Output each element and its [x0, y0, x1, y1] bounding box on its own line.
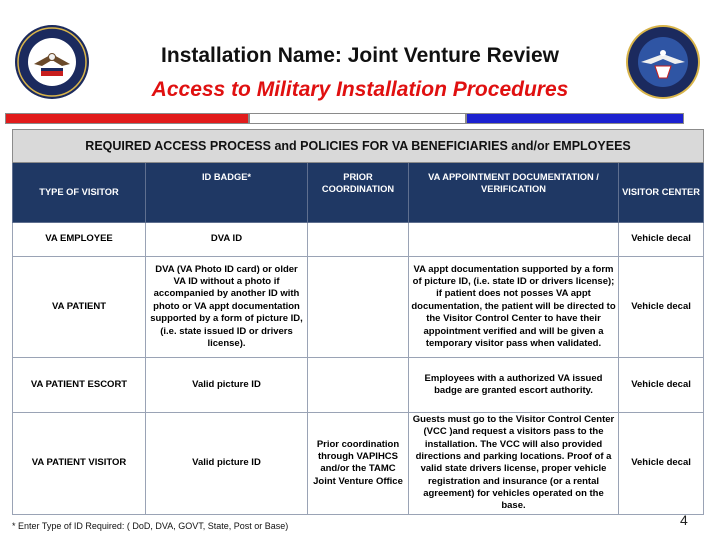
table-row — [13, 257, 704, 358]
footnote: * Enter Type of ID Required: ( DoD, DVA, GOVT, State, Post or Base) — [12, 521, 289, 531]
table-cell: VA appt documentation supported by a form of picture ID, (i.e. state ID or drivers license); if patient does not posses VA appt documentation, the patient will be directed to the Visitor Control Center to have their appointment verified and will be given a temporary visitor pass when validated. — [409, 257, 619, 358]
table-cell: VA PATIENT VISITOR — [13, 413, 146, 515]
table-cell: Vehicle decal — [619, 257, 704, 358]
flag-stripe — [0, 113, 720, 124]
stripe-red — [5, 113, 249, 124]
page-title: Installation Name: Joint Venture Review — [161, 44, 559, 67]
column-header: ID BADGE* — [146, 163, 308, 223]
page-number: 4 — [680, 512, 688, 528]
column-header: PRIOR COORDINATION — [308, 163, 409, 223]
dod-seal-logo — [625, 24, 701, 100]
table-row — [13, 358, 704, 413]
table-cell: VA PATIENT — [13, 257, 146, 358]
table-cell: DVA ID — [146, 223, 308, 257]
table-cell — [308, 223, 409, 257]
table-cell: Vehicle decal — [619, 358, 704, 413]
stripe-blue — [466, 113, 684, 124]
table-cell — [409, 223, 619, 257]
table-banner: REQUIRED ACCESS PROCESS and POLICIES FOR VA BENEFICIARIES and/or EMPLOYEES — [13, 130, 704, 163]
table-cell: Valid picture ID — [146, 413, 308, 515]
table-row — [13, 413, 704, 515]
table-cell — [308, 257, 409, 358]
table-cell: Prior coordination through VAPIHCS and/or the TAMC Joint Venture Office — [308, 413, 409, 515]
column-header: VISITOR CENTER — [619, 163, 704, 223]
table-cell: Vehicle decal — [619, 413, 704, 515]
table-cell: Vehicle decal — [619, 223, 704, 257]
table-cell — [308, 358, 409, 413]
stripe-white — [249, 113, 466, 124]
table-cell: DVA (VA Photo ID card) or older VA ID without a photo if accompanied by another ID with photo or VA appt documentation supported by a form of picture ID, (i.e. state issued ID or drivers license). — [146, 257, 308, 358]
column-header: TYPE OF VISITOR — [13, 163, 146, 223]
column-header: VA APPOINTMENT DOCUMENTATION / VERIFICATION — [409, 163, 619, 223]
table-row — [13, 223, 704, 257]
access-table — [12, 129, 704, 515]
table-cell: Employees with a authorized VA issued badge are granted escort authority. — [409, 358, 619, 413]
table-cell: VA PATIENT ESCORT — [13, 358, 146, 413]
page-subtitle: Access to Military Installation Procedures — [151, 78, 569, 101]
va-seal-logo — [14, 24, 90, 100]
table-cell: VA EMPLOYEE — [13, 223, 146, 257]
table-cell: Valid picture ID — [146, 358, 308, 413]
table-cell: Guests must go to the Visitor Control Center (VCC )and request a visitors pass to the installation. The VCC will also provided directions and parking locations. Proof of a valid state drivers license, proper vehicle registration and insurance (or a rental agreement) for vehicles operated on the base. — [409, 413, 619, 515]
